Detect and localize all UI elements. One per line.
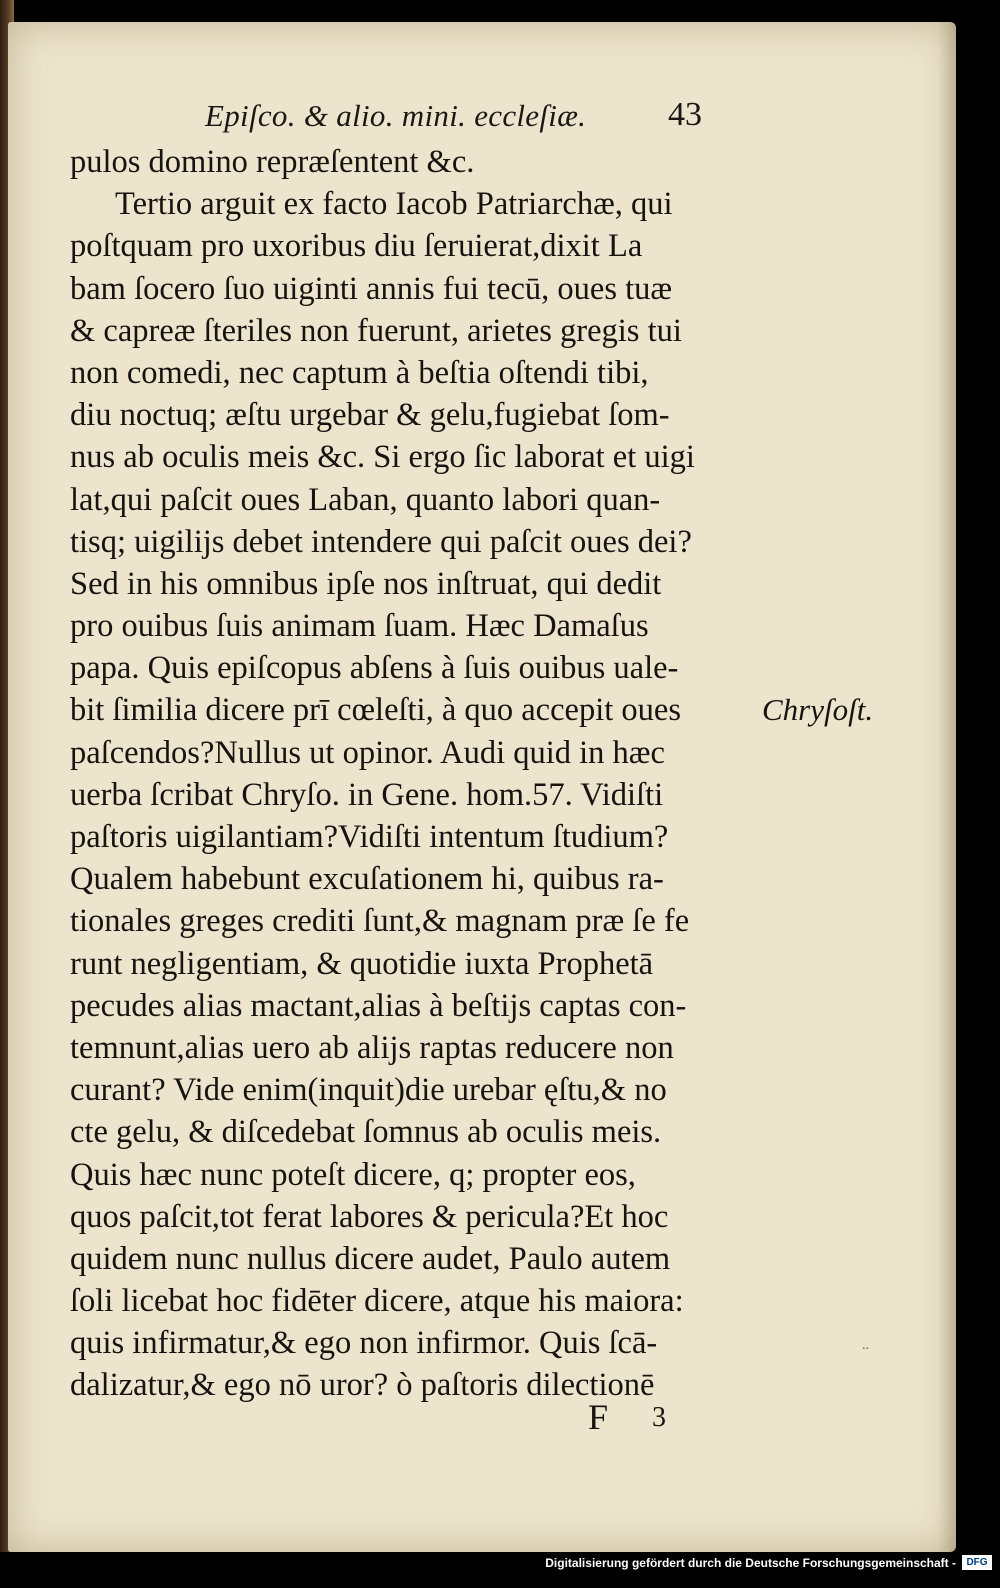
page-edge-shadow — [938, 22, 956, 1552]
text-line: pecudes alias mactant,alias à beſtijs captas con- — [70, 987, 687, 1024]
signature-mark: F — [588, 1397, 609, 1437]
text-line: temnunt,alias uero ab alijs raptas reducere non — [70, 1029, 674, 1066]
text-line: ſoli licebat hoc fidēter dicere, atque his maiora: — [70, 1283, 684, 1320]
text-line: Sed in his omnibus ipſe nos inſtruat, qui dedit — [70, 565, 662, 602]
signature-number: 3 — [652, 1402, 666, 1433]
text-line: tisq; uigilijs debet intendere qui paſcit oues dei? — [70, 523, 692, 560]
text-line: Qualem habebunt excuſationem hi, quibus ra- — [70, 861, 664, 898]
text-line: pro ouibus ſuis animam ſuam. Hæc Damaſus — [70, 608, 649, 645]
text-line: papa. Quis epiſcopus abſens à ſuis ouibus uale- — [70, 650, 679, 687]
page-number: 43 — [668, 96, 702, 133]
main-text-block — [70, 141, 770, 1407]
text-line: non comedi, nec captum à beſtia oſtendi tibi, — [70, 354, 649, 391]
text-line: quidem nunc nullus dicere audet, Paulo autem — [70, 1240, 671, 1277]
text-line: curant? Vide enim(inquit)die urebar ęſtu,& no — [70, 1072, 667, 1109]
text-line: diu noctuq; æſtu urgebar & gelu,fugiebat ſom- — [70, 397, 670, 434]
marginal-note: Chryſoſt. — [762, 692, 874, 727]
ink-speck: .. — [862, 1338, 869, 1353]
text-line: quos paſcit,tot ferat labores & pericula?Et hoc — [70, 1198, 669, 1235]
text-line: uerba ſcribat Chryſo. in Gene. hom.57. Vidiſti — [70, 776, 664, 813]
text-line: Quis hæc nunc poteſt dicere, q; propter eos, — [70, 1156, 636, 1193]
text-line: bit ſimilia dicere prī cœleſti, à quo accepit oues — [70, 692, 681, 729]
text-line: cte gelu, & diſcedebat ſomnus ab oculis meis. — [70, 1114, 662, 1151]
text-line: quis infirmatur,& ego non infirmor. Quis ſcā- — [70, 1325, 658, 1362]
text-line: lat,qui paſcit oues Laban, quanto labori quan- — [70, 481, 661, 518]
text-line: paſcendos?Nullus ut opinor. Audi quid in hæc — [70, 734, 665, 771]
text-line: runt negligentiam, & quotidie iuxta Prophetā — [70, 945, 654, 982]
text-line: paſtoris uigilantiam?Vidiſti intentum ſtudium? — [70, 819, 669, 855]
facing-page-bleed — [958, 190, 986, 450]
text-line: dalizatur,& ego nō uror? ò paſtoris dilectionē — [70, 1367, 655, 1404]
text-line: poſtquam pro uxoribus diu ſeruierat,dixit La — [70, 228, 643, 265]
text-line: & capreæ ſteriles non fuerunt, arietes gregis tui — [70, 312, 682, 349]
dfg-logo: DFG — [962, 1555, 992, 1570]
text-line: nus ab oculis meis &c. Si ergo ſic laborat et uigi — [70, 439, 695, 476]
running-title: Epiſco. & alio. mini. eccleſiæ. — [205, 98, 587, 133]
text-line: tionales greges crediti ſunt,& magnam præ ſe fe — [70, 903, 690, 940]
text-line: bam ſocero ſuo uiginti annis fui tecū, oues tuæ — [70, 270, 673, 307]
text-line: pulos domino repræſentent &c. — [70, 144, 475, 180]
footer-credit: Digitalisierung gefördert durch die Deutsche Forschungsgemeinschaft - — [545, 1556, 956, 1570]
text-line: Tertio arguit ex facto Iacob Patriarchæ, qui — [115, 186, 673, 223]
